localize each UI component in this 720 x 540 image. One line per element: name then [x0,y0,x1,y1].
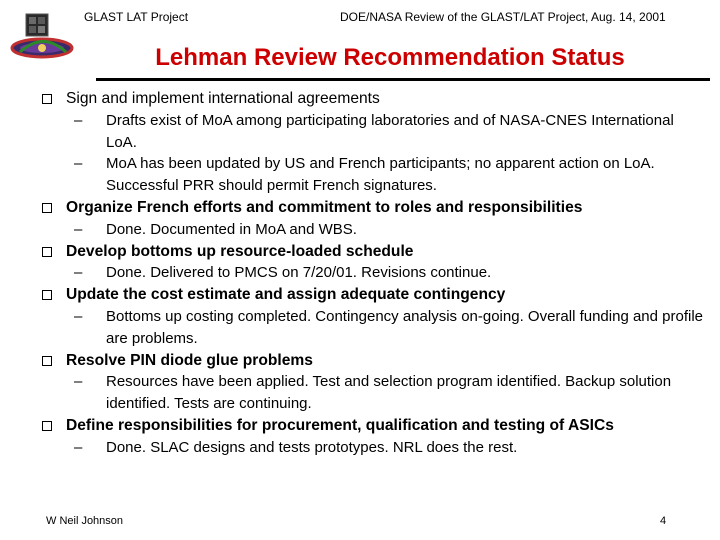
sub-bullet-text: Resources have been applied. Test and selection program identified. Backup solution identified. Tests are continuing. [106,373,672,413]
checkbox-bullet-icon [42,247,52,257]
bullet-text: Update the cost estimate and assign adequate contingency [66,286,506,304]
bullet-text: Organize French efforts and commitment to roles and responsibilities [66,198,583,216]
bullet-item [38,241,708,263]
dash-icon: – [74,155,83,173]
bullet-text: Sign and implement international agreements [66,90,380,107]
dash-icon: – [74,220,83,238]
bullet-item [38,350,708,372]
slide-title: Lehman Review Recommendation Status [155,44,625,71]
sub-bullet-text: Done. Documented in MoA and WBS. [106,220,357,238]
sub-bullet-text: Done. SLAC designs and tests prototypes. NRL does the rest. [106,438,518,456]
sub-bullet-item [38,153,708,197]
sub-bullet-text: Done. Delivered to PMCS on 7/20/01. Revisions continue. [106,264,492,282]
bullet-item [38,415,708,437]
title-divider [96,78,710,81]
dash-icon: – [74,264,83,282]
sub-bullet-item [38,219,708,241]
project-name: GLAST LAT Project [84,10,189,24]
dash-icon: – [74,307,83,325]
bullet-text: Define responsibilities for procurement, qualification and testing of ASICs [66,416,614,434]
footer-author: W Neil Johnson [46,515,124,527]
checkbox-bullet-icon [42,203,52,213]
sub-bullet-text: Bottoms up costing completed. Contingency analysis on-going. Overall funding and profile are problems. [106,307,704,347]
checkbox-bullet-icon [42,290,52,300]
dash-icon: – [74,438,83,456]
sub-bullet-item [38,371,708,415]
sub-bullet-item [38,262,708,284]
sub-bullet-item [38,110,708,154]
bullet-list [38,88,708,459]
sub-bullet-text: MoA has been updated by US and French participants; no apparent action on LoA. Successful PRR should permit French signatures. [106,155,655,195]
bullet-text: Develop bottoms up resource-loaded schedule [66,242,414,260]
sub-bullet-item [38,306,708,350]
page-number: 4 [660,515,667,527]
bullet-item [38,284,708,306]
sub-bullet-item [38,437,708,459]
checkbox-bullet-icon [42,94,52,104]
dash-icon: – [74,373,83,391]
dash-icon: – [74,111,83,129]
review-title: DOE/NASA Review of the GLAST/LAT Project, Aug. 14, 2001 [340,10,666,24]
bullet-item [38,88,708,110]
sub-bullet-text: Drafts exist of MoA among participating laboratories and of NASA-CNES International LoA. [106,111,674,151]
bullet-text: Resolve PIN diode glue problems [66,351,313,369]
checkbox-bullet-icon [42,356,52,366]
checkbox-bullet-icon [42,421,52,431]
bullet-item [38,197,708,219]
